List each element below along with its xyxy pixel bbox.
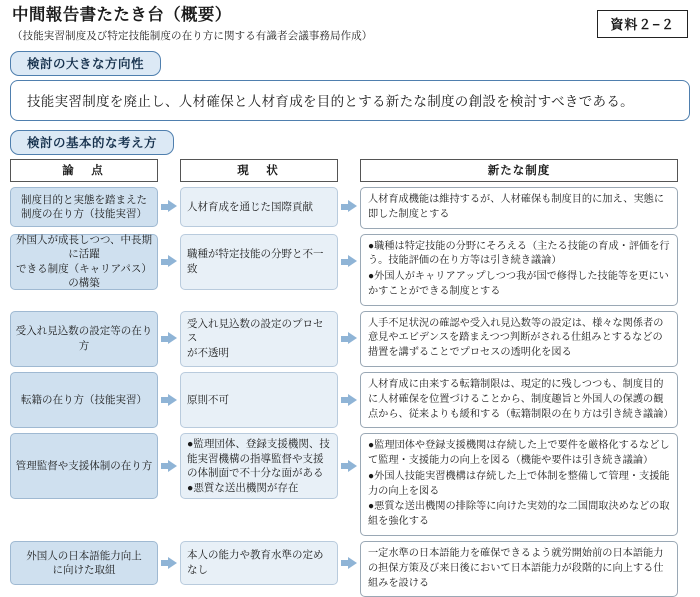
column-header-new: 新たな制度 <box>360 159 678 182</box>
issue-line: に向けた取組 <box>52 564 116 577</box>
arrow-cell <box>338 311 360 367</box>
issue-line: できる制度（キャリアパス）の構築 <box>16 262 152 289</box>
current-line: 原則不可 <box>187 393 229 406</box>
arrow-right-icon <box>161 200 177 213</box>
arrow-right-icon <box>341 332 357 345</box>
current-line: ●悪質な送出機関が存在 <box>187 482 299 495</box>
issue-line: 外国人が成長しつつ、中長期に活躍 <box>15 234 153 261</box>
arrow-cell <box>338 187 360 227</box>
column-header-issue: 論 点 <box>10 159 158 182</box>
arrow-cell <box>338 541 360 585</box>
arrow-right-icon <box>341 255 357 268</box>
table-row <box>10 433 158 499</box>
new-system-cell <box>360 433 678 536</box>
new-system-cell <box>360 234 678 306</box>
current-cell <box>180 187 338 227</box>
current-line: 人材育成を通じた国際貢献 <box>187 200 313 213</box>
new-line: ●外国人技能実習機構は存続した上で体制を整備して管理・支援能力の向上を図る <box>368 470 670 497</box>
issue-line: 外国人の日本語能力向上 <box>26 549 142 562</box>
page-subtitle: （技能実習制度及び特定技能制度の在り方に関する有識者会議事務局作成） <box>12 29 373 42</box>
new-system-cell <box>360 187 678 229</box>
current-line: 職種が特定技能の分野と不一致 <box>187 247 324 275</box>
new-line: 人材育成に由来する転籍制限は、現定的に残しつつも、制度目的に人材確保を位置づけることから、制度趣旨と外国人の保護の観点から、従来よりも緩和する（転籍制限の在り方は引き続き議論） <box>368 379 674 420</box>
arrow-right-icon <box>341 200 357 213</box>
current-cell <box>180 372 338 428</box>
current-cell <box>180 433 338 499</box>
comparison-matrix <box>10 159 690 597</box>
arrow-cell <box>158 541 180 585</box>
new-system-cell <box>360 311 678 367</box>
arrow-right-icon <box>161 255 177 268</box>
table-row <box>10 187 158 227</box>
arrow-cell <box>338 234 360 290</box>
issue-line: 管理監督や支援体制の在り方 <box>15 460 153 473</box>
new-line: ●職種は特定技能の分野にそろえる（主たる技能の育成・評価を行う。技能評価の在り方等は引き続き議論） <box>368 240 670 267</box>
new-line: 人材育成機能は維持するが、人材確保も制度目的に加え、実態に即した制度とする <box>368 193 665 220</box>
arrow-right-icon <box>161 394 177 407</box>
current-cell <box>180 541 338 585</box>
title-block <box>10 6 372 43</box>
new-system-cell <box>360 541 678 597</box>
current-cell <box>180 234 338 290</box>
new-line: ●悪質な送出機関の排除等に向けた実効的な二国間取決めなどの取組を強化する <box>368 501 670 528</box>
current-line: 受入れ見込数の設定のプロセス <box>187 317 324 345</box>
column-header-current: 現 状 <box>180 159 338 182</box>
column-header-spacer-1 <box>158 159 180 160</box>
table-row <box>10 234 158 290</box>
document-code-badge: 資料２−２ <box>597 10 688 38</box>
current-line: が不透明 <box>187 347 229 359</box>
new-system-cell <box>360 372 678 428</box>
current-cell <box>180 311 338 367</box>
current-line: 本人の能力や教育水準の定めなし <box>187 549 324 577</box>
issue-line: 転籍の在り方（技能実習） <box>21 393 147 406</box>
new-line: 一定水準の日本語能力を確保できるよう就労開始前の日本語能力の担保方策及び来日後において日本語能力が段階的に向上する仕組みを設ける <box>368 548 664 589</box>
arrow-cell <box>338 433 360 499</box>
arrow-cell <box>158 187 180 227</box>
arrow-right-icon <box>161 460 177 473</box>
section-basic <box>10 130 690 155</box>
new-line: 人手不足状況の確認や受入れ見込数等の設定は、様々な関係者の意見やエビデンスを踏まえつつ判断がされる仕組みとするなどの措置を講ずることでプロセスの透明化を図る <box>368 317 664 359</box>
column-header-spacer-2 <box>338 159 360 160</box>
arrow-cell <box>158 372 180 428</box>
arrow-cell <box>158 234 180 290</box>
issue-line: 受入れ見込数の設定等の在り方 <box>15 325 153 352</box>
direction-statement: 技能実習制度を廃止し、人材確保と人材育成を目的とする新たな制度の創設を検討すべきである。 <box>10 80 690 121</box>
arrow-right-icon <box>161 557 177 570</box>
arrow-right-icon <box>341 557 357 570</box>
new-line: ●外国人がキャリアアップしつつ我が国で修得した技能等を更にいかすことができる制度とする <box>368 271 669 297</box>
issue-line: 制度の在り方（技能実習） <box>21 207 147 220</box>
arrow-right-icon <box>341 394 357 407</box>
new-line: ●監理団体や登録支援機関は存続した上で要件を厳格化するなどして監理・支援能力の向上を図る（機能や要件は引き続き議論） <box>368 440 670 467</box>
section-basic-heading: 検討の基本的な考え方 <box>10 130 174 155</box>
section-direction <box>10 51 690 121</box>
page-title: 中間報告書たたき台（概要） <box>12 6 232 24</box>
issue-line: 制度目的と実態を踏まえた <box>21 193 147 206</box>
section-direction-heading: 検討の大きな方向性 <box>10 51 161 76</box>
arrow-cell <box>338 372 360 428</box>
arrow-right-icon <box>341 460 357 473</box>
table-row <box>10 311 158 367</box>
document-header <box>10 6 690 43</box>
arrow-cell <box>158 433 180 499</box>
table-row <box>10 541 158 585</box>
current-line: ●監理団体、登録支援機関、技能実習機構の指導監督や支援の体制面で不十分な面がある <box>187 437 330 480</box>
arrow-right-icon <box>161 332 177 345</box>
arrow-cell <box>158 311 180 367</box>
table-row <box>10 372 158 428</box>
